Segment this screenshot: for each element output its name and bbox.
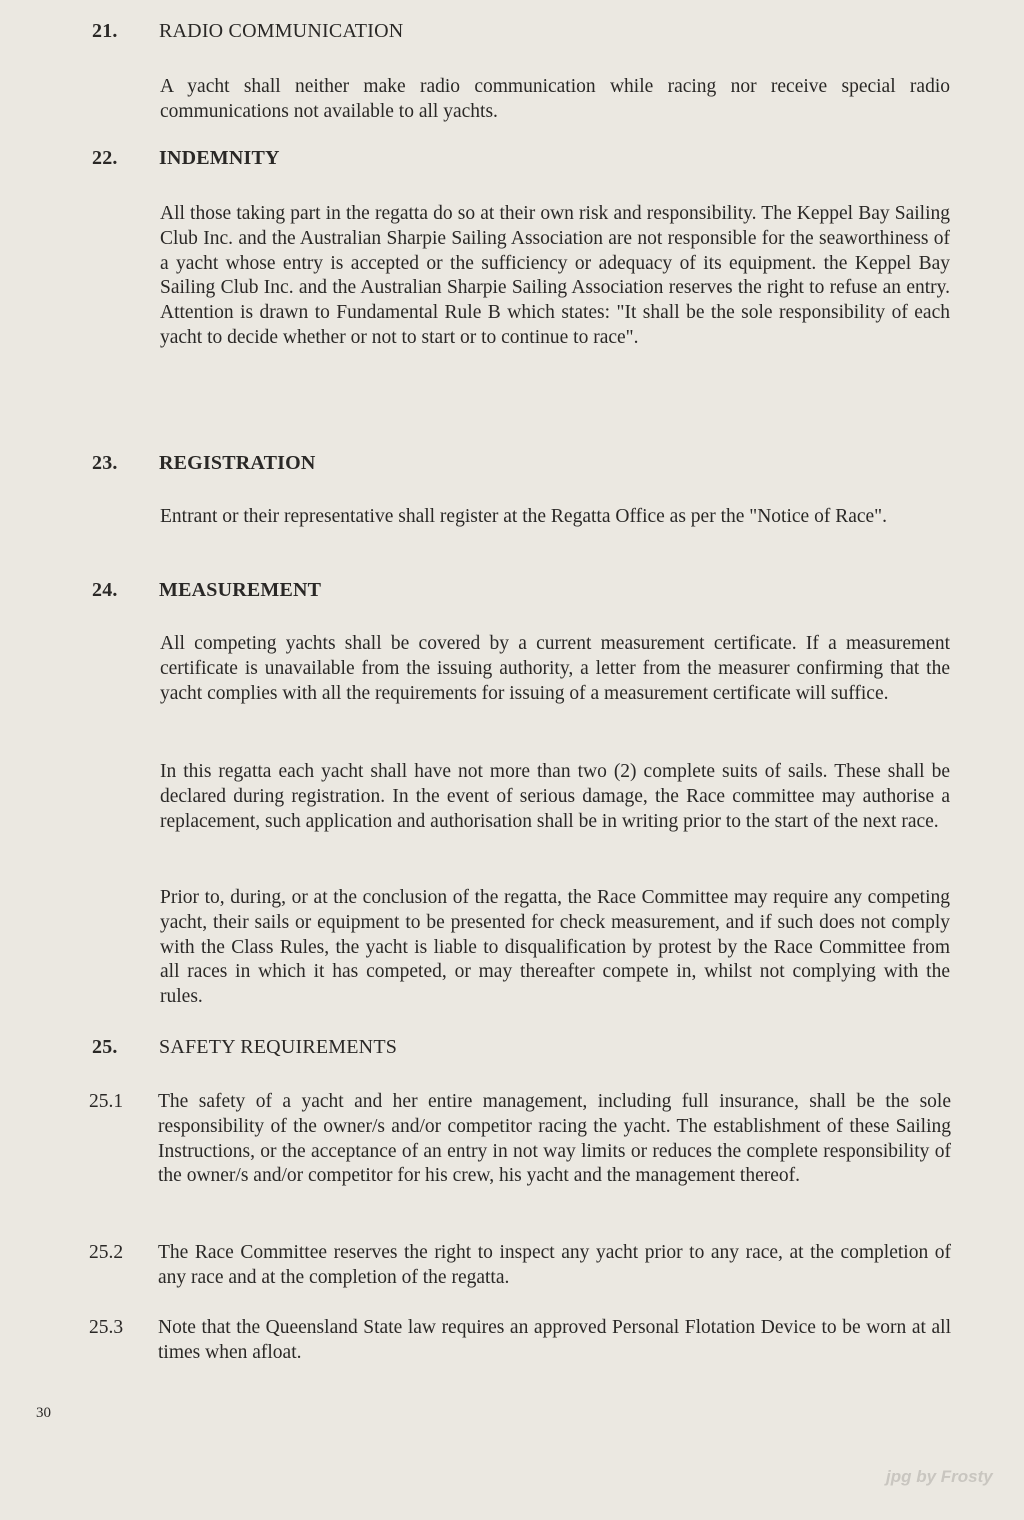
subsection-text: The safety of a yacht and her entire management, including full insurance, shall be the sole responsibility of the owner/s and/or competitor racing the yacht. The establishment of these Sailing Instructions, or the acceptance of an entry in not way limits or reduces the complete responsibility of the owner/s and/or competitor for his crew, his yacht and the management thereof.: [158, 1091, 951, 1187]
section-paragraph: A yacht shall neither make radio communication while racing nor receive special radio communications not available to all yachts.: [160, 76, 950, 122]
section-heading-radio-communication: [92, 20, 403, 43]
section-number: 21.: [92, 20, 118, 42]
section-paragraph: Prior to, during, or at the conclusion of the regatta, the Race Committee may require any competing yacht, their sails or equipment to be presented for check measurement, and if such does not comply with the Class Rules, the yacht is liable to disqualification by protest by the Race Committee from all races in which it has competed, or may thereafter compete in, whilst not complying with the rules.: [160, 887, 950, 1008]
subsection-number: 25.2: [89, 1242, 124, 1263]
subsection-25-3: [89, 1316, 951, 1366]
section-number: 25.: [92, 1036, 118, 1058]
watermark: jpg by Frosty: [886, 1467, 993, 1486]
section-number: 24.: [92, 579, 118, 601]
subsection-25-2: [89, 1241, 951, 1291]
subsection-number: 25.3: [89, 1317, 124, 1338]
section-heading-indemnity: [92, 147, 280, 170]
section-number: 22.: [92, 147, 118, 169]
section-title: INDEMNITY: [159, 147, 280, 169]
subsection-text: The Race Committee reserves the right to inspect any yacht prior to any race, at the completion of any race and at the completion of the regatta.: [158, 1242, 951, 1288]
subsection-number: 25.1: [89, 1091, 124, 1112]
section-heading-registration: [92, 452, 316, 475]
page-number: 30: [36, 1405, 51, 1421]
section-paragraph: Entrant or their representative shall register at the Regatta Office as per the "Notice of Race".: [160, 506, 888, 527]
section-paragraph: All competing yachts shall be covered by a current measurement certificate. If a measurement certificate is unavailable from the issuing authority, a letter from the measurer confirming that the yacht complies with all the requirements for issuing of a measurement certificate will suffice.: [160, 633, 950, 704]
section-heading-safety-requirements: [92, 1036, 397, 1059]
section-title: SAFETY REQUIREMENTS: [159, 1036, 398, 1058]
subsection-25-1: [89, 1090, 951, 1189]
section-heading-measurement: [92, 579, 321, 602]
section-title: REGISTRATION: [159, 452, 316, 474]
section-title: RADIO COMMUNICATION: [159, 20, 404, 42]
section-title: MEASUREMENT: [159, 579, 322, 601]
subsection-text: Note that the Queensland State law requires an approved Personal Flotation Device to be worn at all times when afloat.: [158, 1317, 951, 1363]
section-paragraph: All those taking part in the regatta do so at their own risk and responsibility. The Keppel Bay Sailing Club Inc. and the Australian Sharpie Sailing Association are not responsible for the seaworthiness of a yacht whose entry is accepted or the sufficiency or adequacy of its equipment. the Keppel Bay Sailing Club Inc. and the Australian Sharpie Sailing Association reserves the right to refuse an entry. Attention is drawn to Fundamental Rule B which states: "It shall be the sole responsibility of each yacht to decide whether or not to start or to continue to race".: [160, 203, 950, 348]
section-number: 23.: [92, 452, 118, 474]
section-paragraph: In this regatta each yacht shall have not more than two (2) complete suits of sails. These shall be declared during registration. In the event of serious damage, the Race committee may authorise a replacement, such application and authorisation shall be in writing prior to the start of the next race.: [160, 761, 950, 832]
